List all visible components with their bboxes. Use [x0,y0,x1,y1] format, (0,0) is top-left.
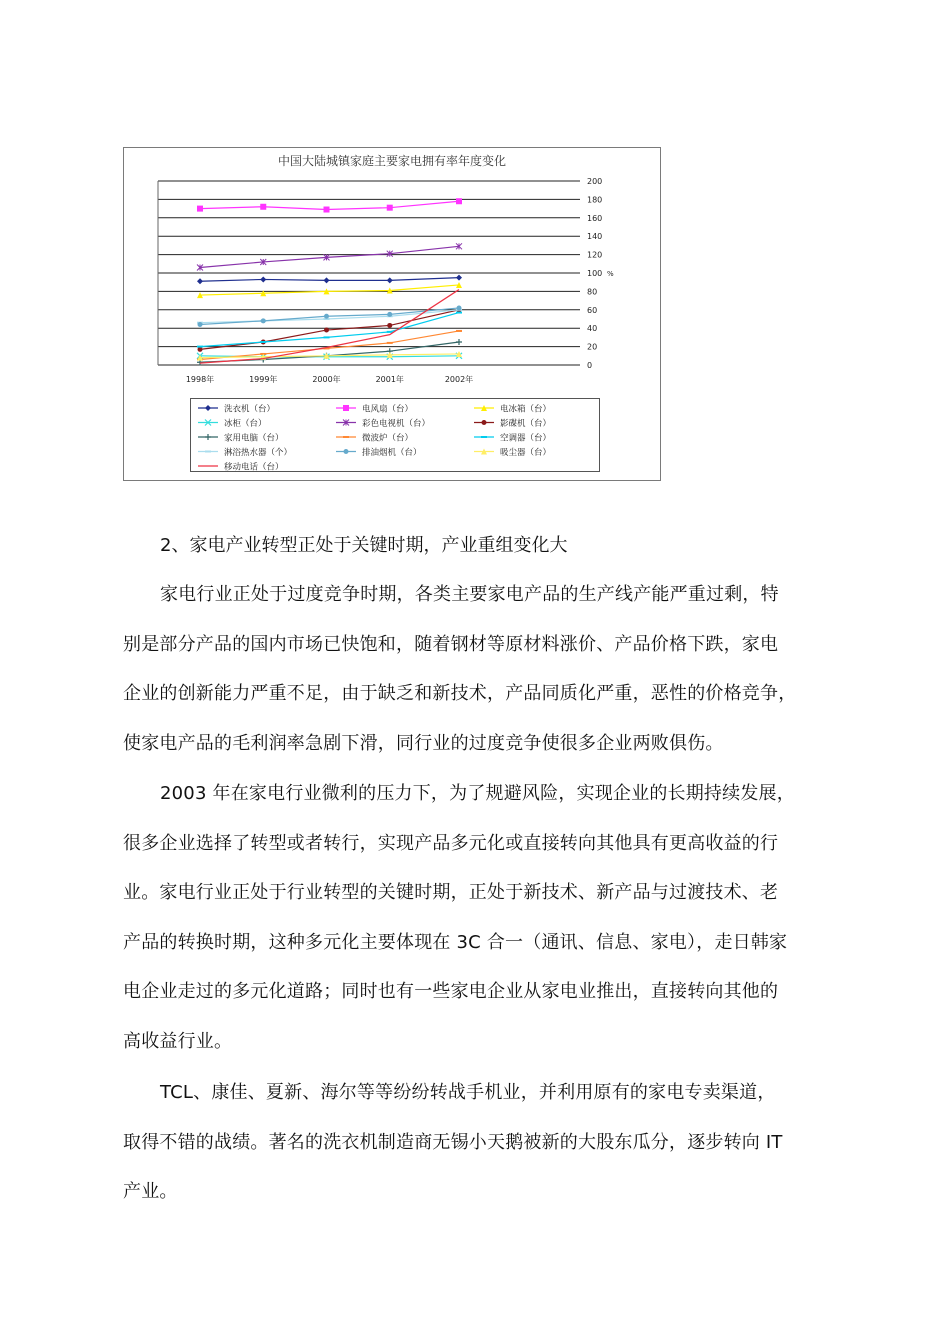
paragraph-line: TCL、康佳、夏新、海尔等等纷纷转战手机业，并利用原有的家电专卖渠道， [160,1082,776,1103]
legend-label: 彩色电视机（台） [362,419,431,429]
legend-label: 冰柜（台） [224,419,267,429]
y-tick-label: 20 [587,342,598,352]
series-line [200,246,459,267]
y-tick-label: 180 [587,195,603,205]
data-point [197,278,203,284]
x-tick-label: 2000年 [312,375,341,384]
y-tick-label: 80 [587,287,598,297]
data-point [197,206,203,212]
y-tick-label: 120 [587,250,603,260]
paragraph-line: 业。家电行业正处于行业转型的关键时期，正处于新技术、新产品与过渡技术、老 [123,882,779,903]
chart-legend [190,398,600,472]
data-point [456,275,462,281]
legend-label: 空调器（台） [500,433,552,444]
data-point [387,323,392,328]
legend-label: 微波炉（台） [362,433,414,444]
paragraph-line: 别是部分产品的国内市场已快饱和，随着钢材等原材料涨价、产品价格下跌，家电 [123,633,779,655]
data-point [387,205,393,211]
legend-label: 电冰箱（台） [500,404,552,415]
paragraph-2 [123,769,828,1066]
paragraph-line: 企业的创新能力严重不足，由于缺乏和新技术，产品同质化严重，恶性的价格竞争， [123,683,797,704]
series-line [200,290,459,364]
paragraph-line: 产品的转换时期，这种多元化主要体现在 3C 合一（通讯、信息、家电），走日韩家 [123,931,788,953]
data-point [456,339,462,345]
paragraph-line: 使家电产品的毛利润率急剧下滑，同行业的过度竞争使很多企业两败俱伤。 [123,732,724,754]
chart-title: 中国大陆城镇家庭主要家电拥有率年度变化 [277,154,507,168]
data-point [387,277,393,283]
data-point [456,198,462,204]
x-tick-label: 2001年 [375,375,404,384]
data-point [324,328,329,333]
legend-label: 淋浴热水器（个） [224,448,293,458]
paragraph-line: 取得不错的战绩。著名的洗衣机制造商无锡小天鹅被新的大股东瓜分，逐步转向 IT [123,1131,783,1153]
paragraph-line: 家电行业正处于过度竞争时期，各类主要家电产品的生产线产能严重过剩，特 [160,584,779,605]
x-tick-label: 1999年 [249,375,278,384]
x-tick-label: 1998年 [185,375,215,384]
legend-label: 洗衣机（台） [224,404,276,415]
legend-label: 吸尘器（台） [500,448,552,458]
paragraph-line: 电企业走过的多元化道路；同时也有一些家电企业从家电业推出，直接转向其他的 [123,981,779,1002]
chart-figure [123,147,661,481]
y-tick-label: 100 [587,269,603,278]
y-unit-label: % [607,270,614,278]
legend-label: 影碟机（台） [500,419,552,429]
legend-label: 移动电话（台） [224,462,284,473]
legend-label: 排油烟机（台） [362,448,422,458]
data-point [260,204,266,210]
y-tick-label: 160 [587,213,603,223]
series-line [200,308,459,325]
paragraph-line: 2003 年在家电行业微利的压力下，为了规避风险，实现企业的长期持续发展， [160,783,795,804]
x-tick-label: 2002年 [444,375,474,384]
paragraph-line: 产业。 [123,1181,178,1202]
series-line [200,285,459,295]
paragraph-3 [123,1068,828,1217]
paragraph-line: 高收益行业。 [123,1030,233,1052]
paragraph-1 [123,570,828,768]
series-line [200,278,459,282]
data-point [198,347,203,352]
section-heading: 2、家电产业转型正处于关键时期，产业重组变化大 [160,535,568,556]
data-point [387,312,392,317]
data-point [260,276,266,282]
legend-label: 电风扇（台） [362,404,414,415]
y-tick-label: 0 [587,361,593,370]
y-tick-label: 200 [587,177,603,186]
y-tick-label: 140 [587,232,603,242]
data-point [261,318,266,323]
legend-label: 家用电脑（台） [224,433,284,444]
data-point [324,277,330,283]
paragraph-line: 很多企业选择了转型或者转行，实现产品多元化或直接转向其他具有更高收益的行 [123,832,779,854]
data-point [457,305,462,310]
data-point [324,207,330,213]
data-point [198,322,203,327]
data-point [324,314,329,319]
y-tick-label: 40 [587,324,598,334]
y-tick-label: 60 [587,305,598,315]
